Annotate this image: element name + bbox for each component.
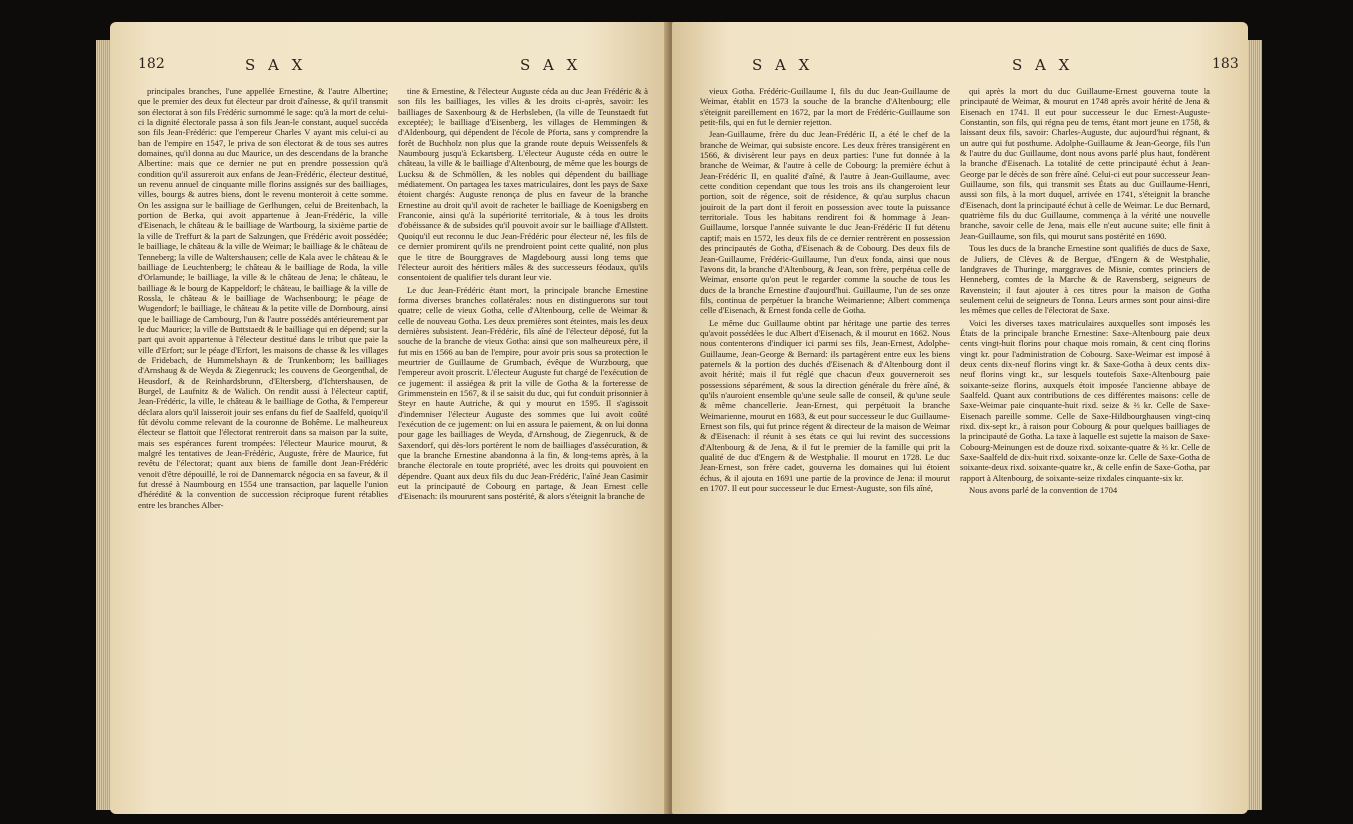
paragraph: principales branches, l'une appellée Ernestine, & l'autre Albertine; que le premier des deux fut électeur par droit d'aînesse, & qu'il transmit son électorat à son fils Frédéric surnommé le sage: qu'à la mort de celui-ci la dignité électorale passa à son fils Jean-le constant, auquel succéda son fils Jean-Frédéric: que l'empereur Charles V ayant mis celui-ci au ban de l'empire en 1547, le priva de son électorat & de tous ses autres domaines, qu'il donna au duc Maurice, un des descendans de la branche Albertine: mais que ce dernier ne put en prendre possession qu'à condition qu'il assureroit aux enfans de Jean-Frédéric, électeur destitué, un revenu annuel de cinquante mille florins assignés sur des bailliages, villes, bourgs & autres biens, dont le revenu monteroit à cette somme. On les assigna sur le bailliage de Gerlhungen, celui de Breitenbach, la portion de Berka, qui avoit appartenue à Jean-Frédéric, la ville d'Eisenach, le château & le bailliage de Wartbourg, la sixième partie de la ville de Treffurt & la part de Salzungen, que Frédéric avoit possédée; le bailliage, le château & la ville de Weimar; le bailliage & le château de Tenneberg; la ville de Waltershausen; celle de Kala avec le château & le bailliage de Leuchtenberg; le château & le bailliage de Roda, la ville d'Orlamunde; le bailliage, la ville & le château de Jena; le château, le bailliage & le bourg de Kappeldorf; le château, le bailliage & la ville de Rossla, le château & le bailliage de Wachsenbourg; le péage de Wugendorf; le bailliage, le château & la petite ville de Dornbourg, ainsi que le bailliage de Cambourg, l'un & l'autre possédés antérieurement par le duc Maurice; la ville de Buttstaedt & le bailliage qui en dépend; sur la part qui avoit appartenue à l'électeur destitué dans le tribut que paie la ville d'Erfort; sur le péage d'Erfort, les maisons de chasse & les villages de Fridebach, de Hummelshayn & de Trunkenborn; les bailliages d'Arnshaug & de Weyda & Ziegenruck; les couvens de Georgenthal, de Heusdorf, & de Reinhardsbrunn, d'Eltersberg, d'Ichtershausen, de Burgel, de Laufnitz & de Walich. On rendit aussi à l'électeur captif, Jean-Frédéric, la ville, le château & le bailliage de Gotha, & l'empereur déclara alors qu'il laisseroit jouir ses enfans du fief de Saalfeld, quoiqu'il fût dévolu comme relevant de la couronne de Bohême. Le malheureux électeur se flattoit que l'électorat rentreroit dans sa maison par la suite, mais ses espérances furent trompées: l'électeur Maurice mourut, & malgré les tentatives de Jean-Frédéric, Auguste, frère de Maurice, fut revêtu de l'électorat; quant aux biens de famille dont Jean-Frédéric venoit d'être dépouillé, le roi de Dannemarck négocia en sa faveur, & il fut dressé à Naumbourg en 1554 une transaction, par laquelle l'union d'hérédité & la convention de succession réciproque furent rétablies entre les branches Alber- xyxy=(138,86,388,510)
paragraph: Le duc Jean-Frédéric étant mort, la principale branche Ernestine forma diverses branches collatérales: nous en distinguerons sur tout quatre; celle de vieux Gotha, celle d'Altenbourg, celle de Weimar & celle de nouveau Gotha. Les deux premières sont éteintes, mais les deux dernières subsistent. Jean-Frédéric, fils aîné de l'électeur déposé, fut la souche de la branche de vieux Gotha: ainsi que son malheureux père, il fut mis en 1566 au ban de l'empire, pour avoir pris sous sa protection le meurtrier de Guillaume de Grumbach, évêque de Wurzbourg, que l'empereur avoit proscrit. L'électeur Auguste fut chargé de l'exécution de ce jugement: il assiégea & prit la ville de Gotha & la forteresse de Grimmenstein en 1567, & il se saisit du duc, qui fut conduit prisonnier à Steyr en haute Autriche, & qui y mourut en 1595. Il s'agissoit d'indemniser l'électeur Auguste des sommes que lui avoit coûté l'exécution de ce jugement: on lui en assura le paiement, & on lui donna pour gage les bailliages de Weyda, d'Arnshoug, de Ziegenruck, & de Saxendorf, qui dès-lors portèrent le nom de bailliages d'assécuration, & que la branche Ernestine abandonna à la fin, & long-tems après, à la branche électorale en toute propriété, avec les droits qui pouvoient en dépendre. Quant aux deux fils du duc Jean-Frédéric, l'aîné Jean Casimir eut la principauté de Cobourg en partage, & Jean Ernest celle d'Eisenach: ils moururent sans postérité, & alors s'éteignit la branche de xyxy=(398,284,648,502)
paragraph: Le même duc Guillaume obtint par héritage une partie des terres qu'avoit possédées le duc Albert d'Eisenach, & il mourut en 1662. Nous nous contenterons d'indiquer ici parmi ses fils, Jean-Ernest, Adolphe-Guillaume, Jean-George & Bernard: ils partagèrent entre eux les biens paternels & la portion des duchés d'Eisenach & d'Altenbourg dont il avoit hérité; mais il fut réglé que chacun d'eux gouverneroit ses possessions séparément, & sous la direction générale du frère aîné, & qu'ils n'auroient ensemble qu'une seule salle de conseil, & qu'une seule & même chancellerie. Jean-Ernest, qui perpétuoit la branche Weimarienne, mourut en 1683, & eut pour successeur le duc Guillaume-Ernest son fils, qui fut prince régent & directeur de la maison de Weimar & d'Eisenach: il réunit à ses états ce qui lui revint des successions d'Altenbourg & de Jena, & il fut le premier de la famille qui prit la qualité de duc d'Engern & de Westphalie. Il mourut en 1728. Le duc Jean-Ernest, son frère cadet, gouverna les domaines qui lui étoient échus, & il ajouta en 1691 une partie de la province de Jena: il mourut en 1707. Il eut pour successeur le duc Ernest-Auguste, son fils aîné, xyxy=(700,317,950,494)
left-page xyxy=(110,22,668,814)
paragraph: Nous avons parlé de la convention de 1704 xyxy=(969,485,1118,496)
running-head: S A X xyxy=(520,56,582,74)
paragraph: Voici les diverses taxes matriculaires auxquelles sont imposés les États de la principale branche Ernestine: Saxe-Altenbourg paie deux cents vingt-huit florins pour chaque mois romain, & cent cinq florins vingt kr. pour l'administration de Cobourg. Saxe-Weimar est imposé à deux cents dix-neuf florins vingt kr. & Saxe-Gotha à deux cents dix-neuf florins vingt kr., sur lesquels toutefois Saxe-Altenbourg paie soixante-seize florins, auxquels étoit imposée l'ancienne abbaye de Saalfeld. Quant aux contributions de ces différentes maisons: celle de Saxe-Weimar paie cinquante-huit rixd. seize & ⅔ kr. Celle de Saxe-Eisenach pareille somme. Celle de Saxe-Hildbourghausen vingt-cinq rixd. dix-sept kr., à raison pour Cobourg & pour quelques bailliages de la principauté de Gotha. La taxe à laquelle est sujette la maison de Saxe-Cobourg-Meinungen est de douze rixd. soixante-quatre & ⅔ kr. Celle de Saxe-Saalfeld de dix-huit rixd. soixante-onze kr. Celle de Saxe-Gotha de soixante-deux rixd. soixante-quatre kr., & celle enfin de Saxe-Gotha, par rapport à Altenbourg, de soixante-seize rixdales cinquante-six kr. xyxy=(960,317,1210,483)
text-column-right xyxy=(960,86,1210,806)
paragraph: Tous les ducs de la branche Ernestine sont qualifiés de ducs de Saxe, de Juliers, de Clèves & de Bergue, d'Engern & de Westphalie, landgraves de Thuringe, marggraves de Misnie, comtes princiers de Henneberg, comtes de la Marche & de Ravensberg, seigneurs de Ravenstein; il faut ajouter à ces titres pour la maison de Gotha seulement celui de seigneurs de Tonna. Leurs armes sont pour ainsi-dire les mêmes que celles de l'électorat de Saxe. xyxy=(960,243,1210,316)
page-number: 182 xyxy=(138,56,165,72)
paragraph: tine & Ernestine, & l'électeur Auguste céda au duc Jean Frédéric & à son fils les bailliages, les villes & les droits ci-après, savoir: les bailliages de Saxenbourg & de Herbsleben, (la ville de Teunstaedt fut exceptée); le bailliage d'Eisenberg, les villages de Hemmingen & d'Aldenbourg, qui dépendent de l'école de Pforta, sans y comprendre la forêt de Buchholz non plus que la grande route depuis Weissenfels & Naumbourg jusqu'à Eckartsberg. L'électeur Auguste céda en outre le château, la ville & le bailliage d'Altenbourg, de même que les bourgs de Lucksu & de Schmöllen, & les nobles qui dépendent du bailliage médiatement. On partagea les taxes matriculaires, dont les pays de Saxe étoient chargés: Auguste renonça de plus en faveur de la branche Ernestine au droit qu'il avoit de racheter le bailliage de Koenigsberg en Franconie, ainsi qu'à la supériorité territoriale, & à tous les droits d'obéissance & de subsides qu'il pouvoit avoir sur le bailliage d'Allstett. Quoiqu'il eut reconnu le duc Jean-Frédéric pour électeur né, les fils de ce dernier promirent qu'ils ne prendroient point cette qualité, non plus que le titre de Bourggraves de Magdebourg aussi long tems que l'électeur auroit des héritiers mâles & des successeurs féodaux, qu'ils consentoient de qualifier tels durant leur vie. xyxy=(398,86,648,283)
running-head: S A X xyxy=(752,56,814,74)
page-number: 183 xyxy=(1212,56,1239,72)
paragraph: qui après la mort du duc Guillaume-Ernest gouverna toute la principauté de Weimar, & mourut en 1748 après avoir hérité de Jena & Eisenach en 1741. Il eut pour successeur le duc Ernest-Auguste-Constantin, son fils, qui régna peu de tems, étant mort jeune en 1758, & laissant deux fils, savoir: Charles-Auguste, duc aujourd'hui régnant, & un autre qui fut posthume. Adolphe-Guillaume & Jean-George, fils l'un & l'autre du duc Guillaume, dont nous avons parlé plus haut, fondèrent la branche d'Eisenach. La totalité de cette principauté échut à Jean-George par le décès de son frère aîné. Celui-ci eut pour successeur Jean-Guillaume, son fils, qui transmit ses États au duc Guillaume-Henri, aussi son fils, à la mort duquel, arrivée en 1741, s'éteignit la branche d'Eisenach, dont la principauté échut à celle de Weimar. Le duc Bernard, quatrième fils du duc Guillaume, commença à la vérité une nouvelle branche, savoir celle de Jena, mais elle n'eut aucune suite; elle finit à Jean-Guillaume, son fils, qui mourut sans postérité en 1690. xyxy=(960,86,1210,241)
text-column-left xyxy=(138,86,388,806)
text-column-left xyxy=(700,86,950,806)
running-head: S A X xyxy=(1012,56,1074,74)
text-column-right xyxy=(398,86,648,806)
paragraph: vieux Gotha. Frédéric-Guillaume I, fils du duc Jean-Guillaume de Weimar, établit en 1573 la souche de la branche d'Altenbourg; elle s'éteignit pareillement en 1672, par la mort de Frédéric-Guillaume son petit-fils, qui en fut le dernier rejetton. xyxy=(700,86,950,128)
running-head: S A X xyxy=(245,56,307,74)
right-page xyxy=(672,22,1248,814)
paragraph: Jean-Guillaume, frère du duc Jean-Frédéric II, a été le chef de la branche de Weimar, qui subsiste encore. Les deux frères transigèrent en 1566, & divisèrent leur pays en deux parties: l'une fut donnée à la branche de Weimar, & l'autre à celle de Cobourg: la première échut à Jean-Frédéric II, en qualité d'aîné, & l'autre à Jean-Guillaume, avec cette condition cependant que tous les trois ans ils changeroient leur portion, soit de régence, soit de résidence, & qu'au surplus chacun jouiroit de la part dont il feroit en possession avec toute la puissance territoriale. Tous les habitans rendirent foi & hommage à Jean-Guillaume, lorsque l'année suivante le duc Jean-Frédéric II fut détenu captif; mais en 1572, les deux fils de ce dernier rentrèrent en possession des principautés de Gotha, d'Eisenach & de Cobourg. Des deux fils de Jean-Guillaume, Frédéric-Guillaume, l'un d'eux fonda, ainsi que nous l'avons dit, la branche d'Altenbourg, & Jean, son frère, perpétua celle de Weimar, ensorte qu'on peut le regarder comme la souche de tous les ducs de la branche Ernestine d'aujourd'hui. Guillaume, l'un de ses onze fils, continua de perpétuer la branche Weimarienne; Albert commença celle d'Eisenach, & Ernest fonda celle de Gotha. xyxy=(700,129,950,316)
